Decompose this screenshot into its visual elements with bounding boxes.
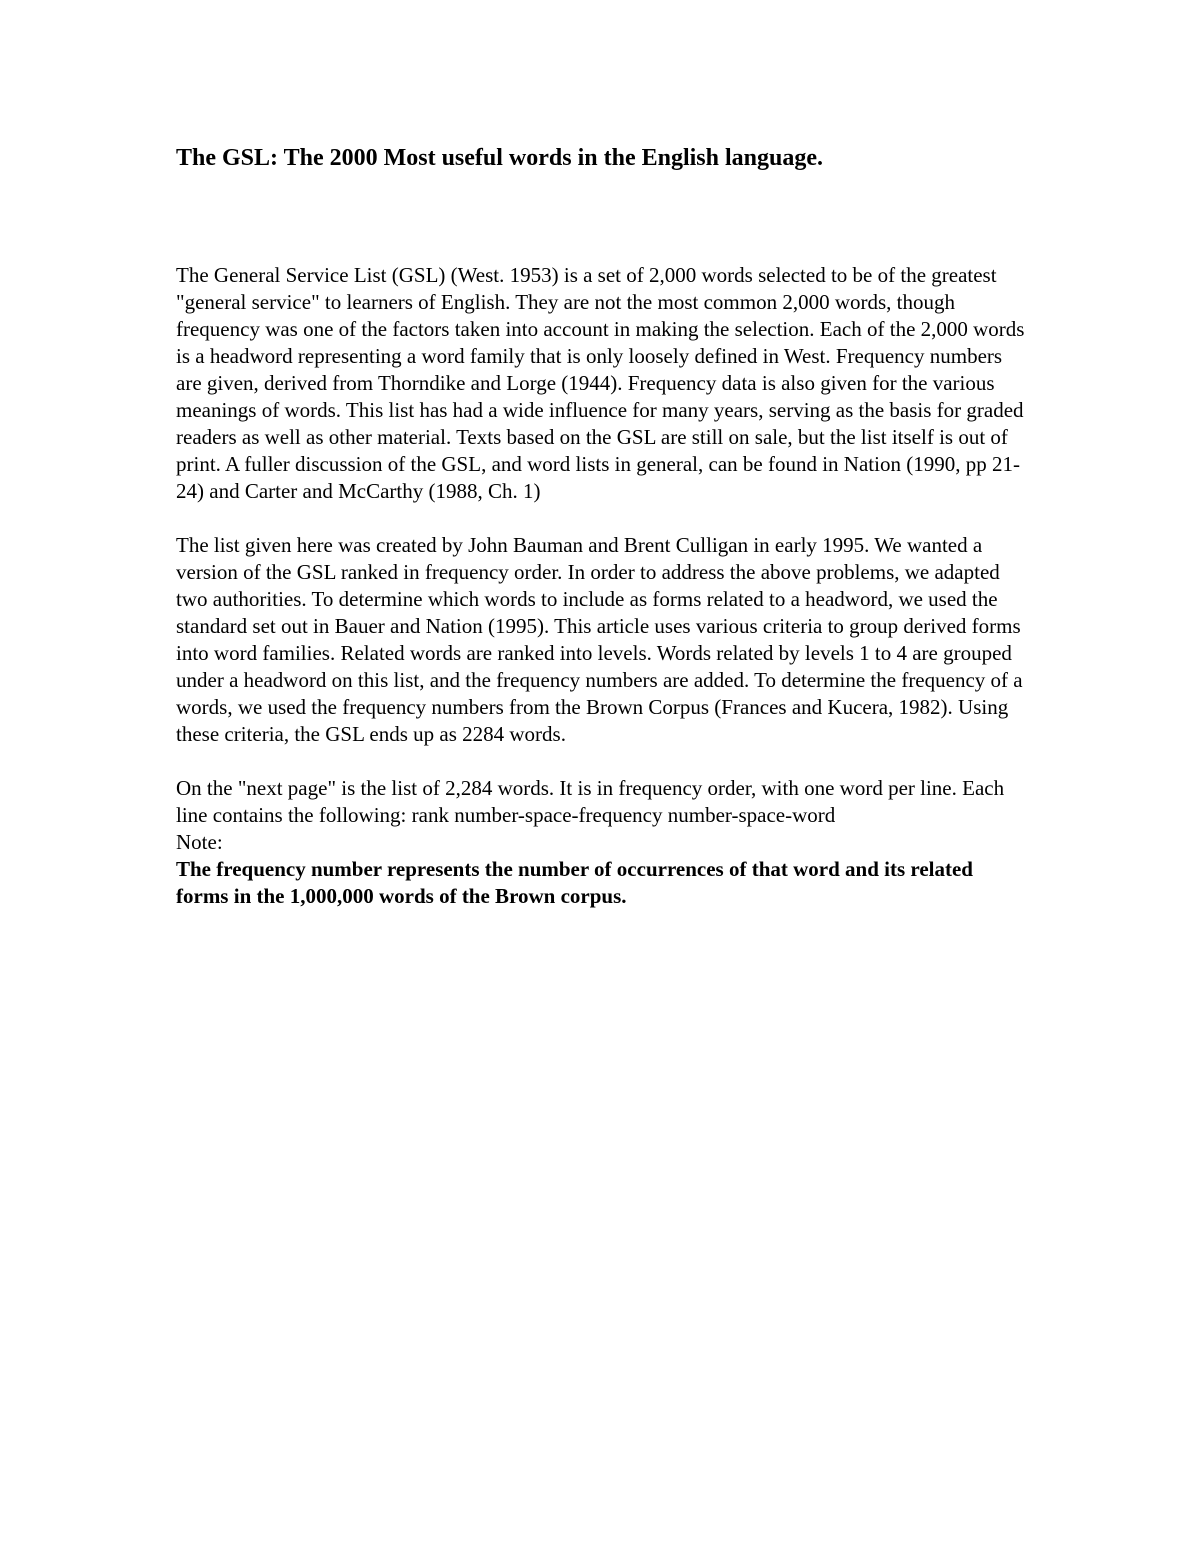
methodology-paragraph: The list given here was created by John Bauman and Brent Culligan in early 1995. We wanted a version of the GSL ranked in frequency order. In order to address the above problems, we adapted two authorities. To determine which words to include as forms related to a headword, we used the standard set out in Bauer and Nation (1995). This article uses various criteria to group derived forms into word families. Related words are ranked into levels. Words related by levels 1 to 4 are grouped under a headword on this list, and the frequency numbers are added. To determine the frequency of a words, we used the frequency numbers from the Brown Corpus (Frances and Kucera, 1982). Using these criteria, the GSL ends up as 2284 words. (176, 533, 1023, 746)
page-title: The GSL: The 2000 Most useful words in the English language. (176, 145, 824, 171)
document-body (176, 140, 1026, 910)
note-label: Note: (176, 830, 223, 854)
note-bold-text: The frequency number represents the number of occurrences of that word and its related forms in the 1,000,000 words of the Brown corpus. (176, 857, 973, 908)
list-format-paragraph: On the "next page" is the list of 2,284 words. It is in frequency order, with one word per line. Each line contains the following: rank number-space-frequency number-space-word (176, 776, 1005, 827)
intro-paragraph: The General Service List (GSL) (West. 1953) is a set of 2,000 words selected to be of the greatest "general service" to learners of English. They are not the most common 2,000 words, though frequency was one of the factors taken into account in making the selection. Each of the 2,000 words is a headword representing a word family that is only loosely defined in West. Frequency numbers are given, derived from Thorndike and Lorge (1944). Frequency data is also given for the various meanings of words. This list has had a wide influence for many years, serving as the basis for graded readers as well as other material. Texts based on the GSL are still on sale, but the list itself is out of print. A fuller discussion of the GSL, and word lists in general, can be found in Nation (1990, pp 21-24) and Carter and McCarthy (1988, Ch. 1) (176, 263, 1025, 503)
